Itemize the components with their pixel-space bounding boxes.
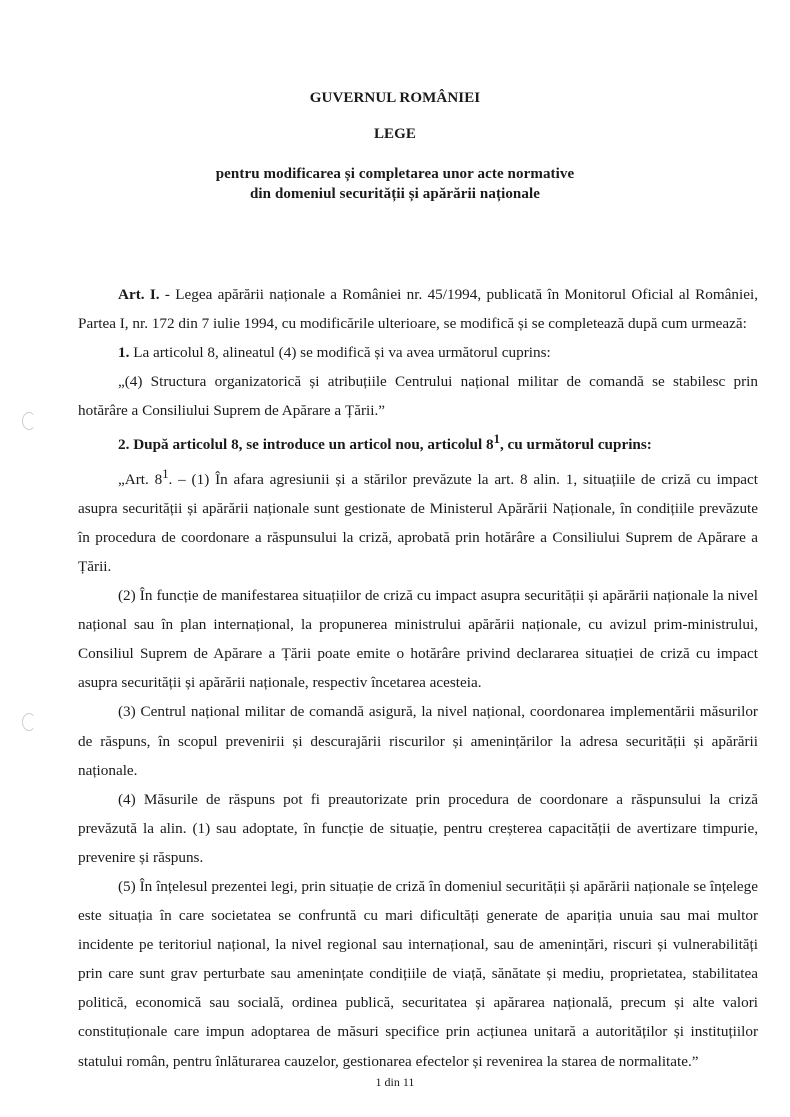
article-8-1-paragraph-5: (5) În înțelesul prezentei legi, prin situație de criză în domeniul securității și apărării naționale se înțelege este situația în care societatea se confruntă cu mari dificultăți generate de apariția unuia sau mai multor incidente pe teritoriul național, la nivel regional sau internațional, sau de amenințări, riscuri și vulnerabilități prin care sunt grav perturbate sau amenințate condițiile de viață, sănătate și mediu, proprietatea, stabilitatea politică, economică sau socială, ordinea publică, securitatea și apărarea națională, precum și alte valori constituționale care impun adoptarea de măsuri specifice prin acțiunea unitară a autorităților și instituțiilor statului român, pentru înlăturarea cauzelor, gestionarea efectelor și revenirea la starea de normalitate.” bbox=[78, 878, 758, 1070]
document-type: LEGE bbox=[373, 126, 417, 142]
item-1-text: La articolul 8, alineatul (4) se modifică și va avea următorul cuprins: bbox=[129, 344, 551, 362]
article-1 bbox=[78, 280, 758, 338]
institution-title: GUVERNUL ROMÂNIEI bbox=[309, 90, 481, 106]
article-1-text: - Legea apărării naționale a României nr. 45/1994, publicată în Monitorul Oficial al României, Partea I, nr. 172 din 7 iulie 1994, cu modificările ulterioare, se modifică și se completează după cum urmează: bbox=[78, 286, 758, 333]
article-8-1-paragraph-1: „Art. $8^1$. – (1) În afara agresiunii și a stărilor prevăzute la art. 8 alin. 1, situațiile de criză cu impact asupra securității și apărării naționale sunt gestionate de Ministerul Apărării Naționale, în condițiile prevăzute în procedura de coordonare a răspunsului la criză, aprobată prin hotărâre a Consiliului Suprem de Apărare a Țării. bbox=[78, 466, 758, 575]
article-8-1-paragraph-3: (3) Centrul național militar de comandă asigură, la nivel național, coordonarea implementării măsurilor de răspuns, în scopul prevenirii și descurajării riscurilor și amenințărilor la adresa securității și apărării naționale. bbox=[78, 703, 758, 779]
page-number: 1 din 11 bbox=[375, 1075, 415, 1089]
document-subtitle bbox=[0, 164, 790, 204]
item-1 bbox=[78, 338, 758, 367]
item-1-number: 1. bbox=[118, 344, 130, 362]
subtitle-line-2: din domeniul securității și apărării naționale bbox=[249, 186, 541, 202]
article-8-1-paragraph-4: (4) Măsurile de răspuns pot fi preautorizate prin procedura de coordonare a răspunsului la criză prevăzută la alin. (1) sau adoptate, în funcție de situație, pentru creșterea capacității de avertizare timpurie, prevenire și răspuns. bbox=[78, 790, 758, 866]
punch-hole-mark bbox=[22, 713, 36, 731]
item-1-quote: „(4) Structura organizatorică și atribuțiile Centrului național militar de comandă se stabilesc prin hotărâre a Consiliului Suprem de Apărare a Țării.” bbox=[78, 373, 758, 420]
item-2-heading: 2. După articolul 8, se introduce un articol nou, articolul $8^1$, cu următorul cuprins: bbox=[118, 432, 652, 454]
article-1-label: Art. I. bbox=[118, 286, 160, 303]
article-8-1-paragraph-2: (2) În funcție de manifestarea situațiilor de criză cu impact asupra securității și apărării naționale la nivel național sau în plan internațional, la propunerea ministrului apărării naționale, cu avizul prim-ministrului, Consiliul Suprem de Apărare a Țării poate emite o hotărâre privind declararea situației de criză cu impact asupra securității și apărării naționale, respectiv încetarea acesteia. bbox=[78, 587, 758, 692]
punch-hole-mark bbox=[22, 412, 36, 430]
subtitle-line-1: pentru modificarea și completarea unor acte normative bbox=[215, 166, 575, 182]
document-body bbox=[78, 280, 758, 1076]
